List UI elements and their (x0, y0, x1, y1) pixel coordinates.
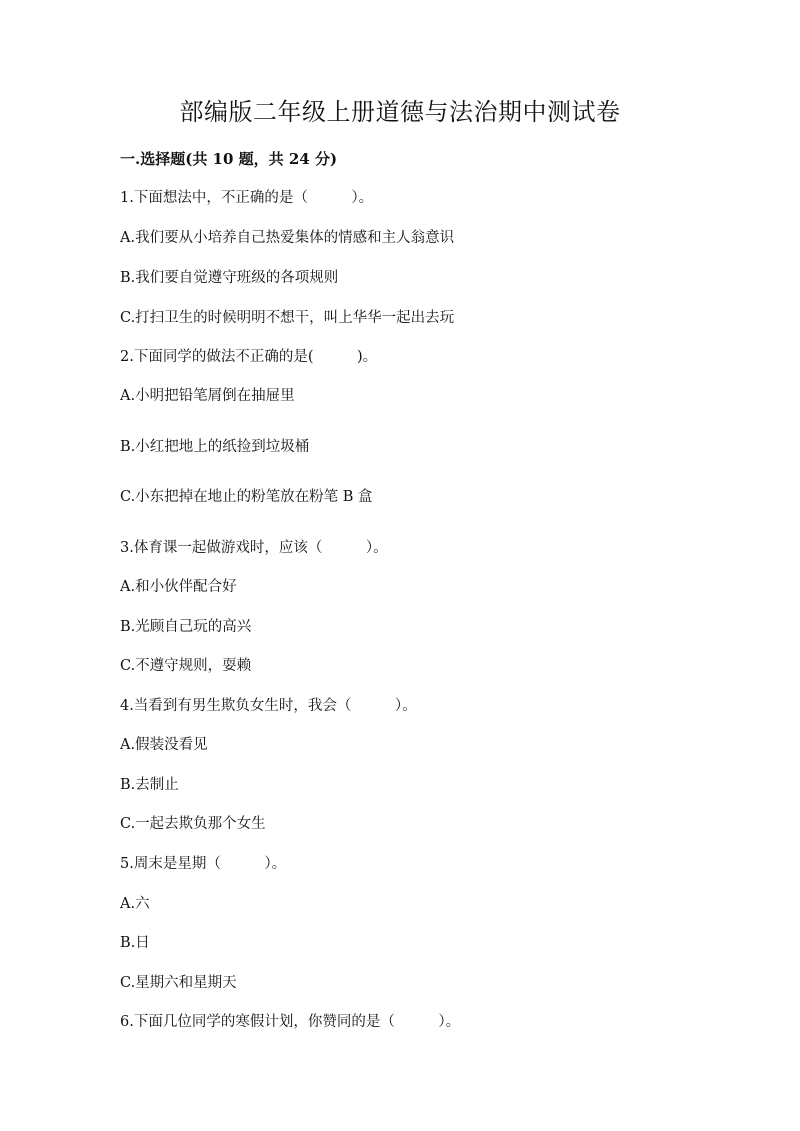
question-stem-3: 3.体育课一起做游戏时，应该（ ）。 (120, 540, 388, 556)
question-5-option-c: C.星期六和星期天 (120, 975, 237, 991)
question-5-option-a: A.六 (120, 896, 150, 912)
question-5-option-b: B.日 (120, 935, 150, 951)
question-stem-5: 5.周末是星期（ ）。 (120, 856, 287, 872)
question-4-option-a: A.假装没看见 (120, 737, 208, 753)
question-4-option-b: B.去制止 (120, 777, 179, 793)
question-4-option-c: C.一起去欺负那个女生 (120, 816, 266, 832)
question-2-option-b: B.小红把地上的纸捡到垃圾桶 (120, 439, 310, 455)
section-heading: 一.选择题(共 10 题，共 24 分) (120, 150, 338, 168)
question-stem-1: 1.下面想法中，不正确的是（ ）。 (120, 190, 374, 206)
question-stem-2: 2.下面同学的做法不正确的是( )。 (120, 349, 378, 365)
question-3-option-c: C.不遵守规则，耍赖 (120, 658, 252, 674)
question-1-option-a: A.我们要从小培养自己热爱集体的情感和主人翁意识 (120, 230, 455, 246)
question-1-option-b: B.我们要自觉遵守班级的各项规则 (120, 270, 339, 286)
question-stem-6: 6.下面几位同学的寒假计划，你赞同的是（ ）。 (120, 1014, 461, 1030)
page-title: 部编版二年级上册道德与法治期中测试卷 (179, 98, 621, 126)
question-3-option-b: B.光顾自己玩的高兴 (120, 619, 252, 635)
question-3-option-a: A.和小伙伴配合好 (120, 579, 237, 595)
question-2-option-a: A.小明把铅笔屑倒在抽屉里 (120, 388, 295, 404)
question-stem-4: 4.当看到有男生欺负女生时，我会（ ）。 (120, 698, 417, 714)
question-1-option-c: C.打扫卫生的时候明明不想干，叫上华华一起出去玩 (120, 310, 455, 326)
question-2-option-c: C.小东把掉在地止的粉笔放在粉笔 B 盒 (120, 489, 373, 505)
